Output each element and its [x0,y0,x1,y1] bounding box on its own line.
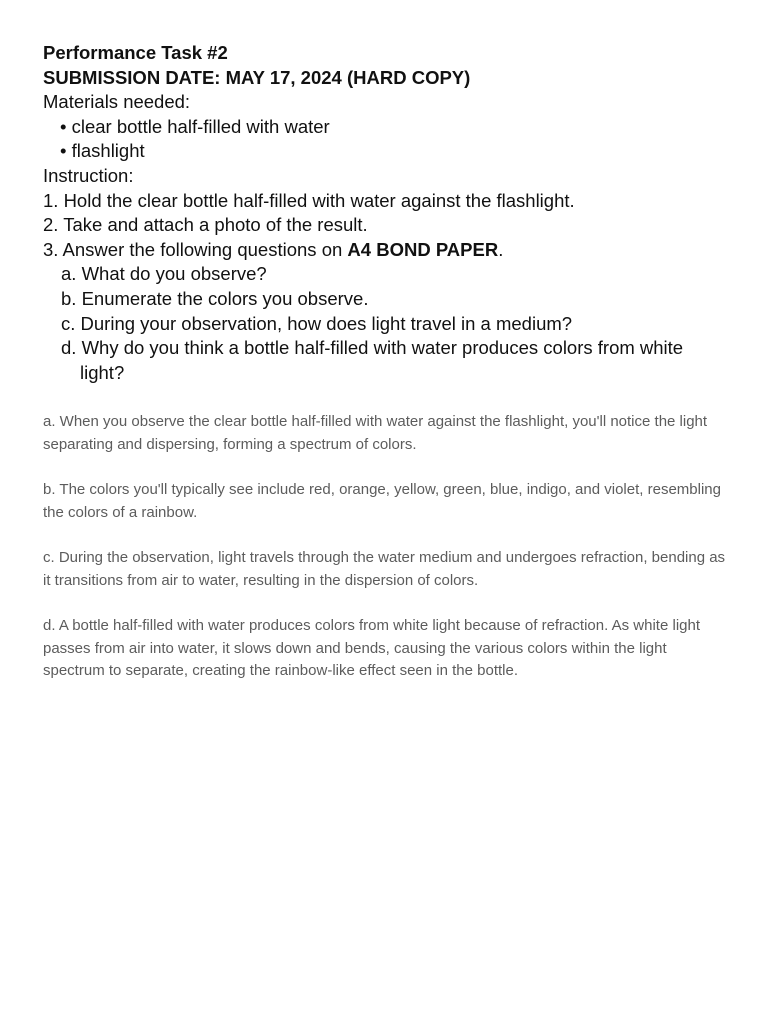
material-item: • flashlight [60,140,145,162]
step3-paper-type: A4 BOND PAPER [347,238,499,260]
instruction-step: 1. Hold the clear bottle half-filled with water against the flashlight. [43,189,575,211]
answer-paragraph: c. During the observation, light travels through the water medium and undergoes refraction, bending as it transitions from air to water, resulting in the dispersion of colors. [43,549,726,589]
question-item: d. Why do you think a bottle half-filled with water produces colors from white light? [61,337,684,383]
instruction-step [43,238,726,263]
question-item: c. During your observation, how does light travel in a medium? [61,312,573,334]
instruction-heading: Instruction: [43,164,134,186]
task-section [43,41,726,385]
question-item: a. What do you observe? [61,263,267,285]
submission-date: SUBMISSION DATE: MAY 17, 2024 (HARD COPY) [43,66,471,88]
step3-suffix: . [498,238,504,260]
answers-section [43,411,726,683]
instruction-step: 2. Take and attach a photo of the result. [43,214,368,236]
materials-heading: Materials needed: [43,91,191,113]
answer-paragraph: a. When you observe the clear bottle half-filled with water against the flashlight, you'll notice the light separating and dispersing, forming a spectrum of colors. [43,413,708,453]
task-title: Performance Task #2 [43,42,228,63]
question-item: b. Enumerate the colors you observe. [61,287,369,309]
answer-paragraph: d. A bottle half-filled with water produces colors from white light because of refraction. As white light passes from air into water, it slows down and bends, causing the various colors within the light spectrum to separate, creating the rainbow-like effect seen in the bottle. [43,617,700,680]
answer-paragraph: b. The colors you'll typically see include red, orange, yellow, green, blue, indigo, and violet, resembling the colors of a rainbow. [43,481,721,521]
step3-prefix: 3. Answer the following questions on [43,238,348,260]
material-item: • clear bottle half-filled with water [60,115,330,137]
